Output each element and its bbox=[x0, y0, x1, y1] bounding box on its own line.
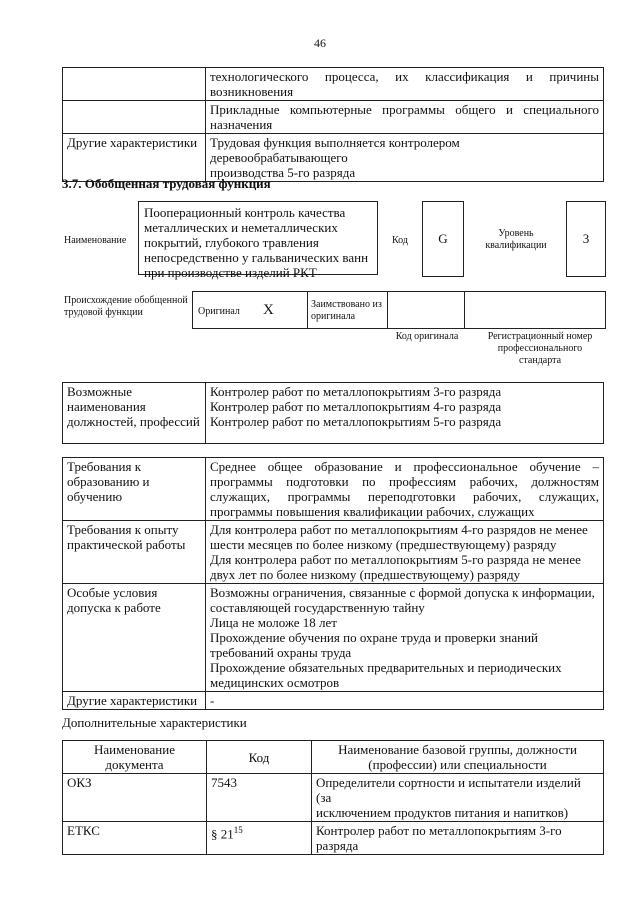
cell-line: Прохождение обучения по охране труда и проверки знаний bbox=[210, 630, 538, 645]
table-cell: Другие характеристики bbox=[63, 134, 206, 182]
experience-values bbox=[206, 521, 604, 584]
borrowed-label: Заимствовано из оригинала bbox=[311, 299, 382, 322]
cell-line: шести месяцев по более низкому (предшествующему) разряду bbox=[210, 537, 557, 552]
positions-table bbox=[62, 382, 604, 444]
additional-title: Дополнительные характеристики bbox=[62, 715, 247, 730]
origin-label: Происхождение обобщенной трудовой функции bbox=[64, 295, 188, 318]
table-row bbox=[63, 692, 604, 710]
other-value: - bbox=[206, 692, 604, 710]
education-values bbox=[206, 458, 604, 521]
cell-line: Трудовая функция выполняется контролером деревообрабатывающего bbox=[210, 135, 460, 165]
table-row bbox=[63, 383, 604, 444]
row-group bbox=[312, 822, 604, 855]
cell-line: Для контролера работ по металлопокрытиям 5-го разряда не менее bbox=[210, 552, 581, 567]
requirements-table bbox=[62, 457, 604, 710]
code-value-box: G bbox=[422, 201, 464, 277]
code-label: Код bbox=[392, 235, 408, 246]
table-cell bbox=[206, 68, 604, 101]
cell-line: производства 5-го разряда bbox=[210, 165, 356, 180]
cell-line: требований охраны труда bbox=[210, 645, 352, 660]
header-document: Наименование документа bbox=[63, 741, 207, 774]
level-value-box: 3 bbox=[566, 201, 606, 277]
table-row bbox=[63, 822, 604, 855]
level-label: Уровень квалификации bbox=[485, 228, 547, 251]
table-header-row bbox=[63, 741, 604, 774]
cell-line: Лица не моложе 18 лет bbox=[210, 615, 337, 630]
table-cell bbox=[63, 101, 206, 134]
code-text: 7543 bbox=[211, 775, 237, 790]
cell-line: Для контролера работ по металлопокрытиям 4-го разрядов не менее bbox=[210, 522, 588, 537]
position-item: Контролер работ по металлопокрытиям 3-го разряда bbox=[210, 384, 502, 399]
row-document: ЕТКС bbox=[63, 822, 207, 855]
cell-line: Среднее общее образование и профессиональное обучение – bbox=[210, 459, 599, 474]
table-cell bbox=[206, 134, 604, 182]
cell-line: Контролер работ по металлопокрытиям 3-го bbox=[316, 823, 562, 838]
cell-line: служащих, программы переподготовки рабочих, служащих, bbox=[210, 489, 599, 504]
cell-line: Прохождение обязательных предварительных и периодических bbox=[210, 660, 562, 675]
reg-number-caption: Регистрационный номер профессионального стандарта bbox=[487, 331, 593, 366]
cell-line: составляющей государственную тайну bbox=[210, 600, 425, 615]
table-row bbox=[63, 68, 604, 101]
row-code bbox=[207, 822, 312, 855]
cell-line: медицинских осмотров bbox=[210, 675, 340, 690]
cell-line: технологического процесса, их классификация и причины bbox=[210, 69, 599, 84]
code-text: § 21 bbox=[211, 826, 234, 842]
row-document: ОКЗ bbox=[63, 774, 207, 822]
cell-line: возникновения bbox=[210, 84, 294, 99]
education-label: Требования к образованию и обучению bbox=[63, 458, 206, 521]
cell-line: Возможны ограничения, связанные с формой допуска к информации, bbox=[210, 585, 595, 600]
table-row bbox=[63, 774, 604, 822]
code-original-caption: Код оригинала bbox=[395, 331, 459, 342]
position-item: Контролер работ по металлопокрытиям 4-го разряда bbox=[210, 399, 502, 414]
cell-line: назначения bbox=[210, 117, 273, 132]
original-cell bbox=[193, 292, 308, 328]
positions-values bbox=[206, 383, 604, 444]
table-row bbox=[63, 458, 604, 521]
table-cell bbox=[63, 68, 206, 101]
cell-line: программы подготовки по профессиям рабочих, должностям bbox=[210, 474, 599, 489]
code-superscript: 15 bbox=[233, 825, 243, 835]
table-row bbox=[63, 521, 604, 584]
code-original-cell bbox=[387, 292, 465, 328]
table-row bbox=[63, 134, 604, 182]
original-mark: X bbox=[263, 302, 274, 318]
other-label: Другие характеристики bbox=[63, 692, 206, 710]
row-code bbox=[207, 774, 312, 822]
positions-label: Возможные наименования должностей, профессий bbox=[63, 383, 206, 444]
header-code: Код bbox=[207, 741, 312, 774]
row-group bbox=[312, 774, 604, 822]
cell-line: программы повышения квалификации рабочих, служащих bbox=[210, 504, 535, 519]
experience-label: Требования к опыту практической работы bbox=[63, 521, 206, 584]
top-table bbox=[62, 67, 604, 182]
origin-table bbox=[192, 291, 606, 329]
section-title: 3.7. Обобщенная трудовая функция bbox=[62, 176, 271, 191]
table-cell bbox=[206, 101, 604, 134]
header-group: Наименование базовой группы, должности (профессии) или специальности bbox=[312, 741, 604, 774]
table-row bbox=[63, 101, 604, 134]
table-row bbox=[63, 584, 604, 692]
cell-line: исключением продуктов питания и напитков) bbox=[316, 805, 569, 820]
additional-table bbox=[62, 740, 604, 855]
position-item: Контролер работ по металлопокрытиям 5-го разряда bbox=[210, 414, 502, 429]
original-label: Оригинал bbox=[198, 306, 240, 317]
function-name-box: Пооперационный контроль качества металлических и неметаллических покрытий, глубокого травления непосредственно у гальванических ванн при производстве изделий РКТ bbox=[138, 201, 378, 275]
cell-line: Прикладные компьютерные программы общего и специального bbox=[210, 102, 599, 117]
name-label: Наименование bbox=[64, 235, 127, 246]
admission-values bbox=[206, 584, 604, 692]
cell-line: Определители сортности и испытатели изделий (за bbox=[316, 775, 581, 805]
cell-line: двух лет по более низкому (предшествующему) разряду bbox=[210, 567, 521, 582]
admission-label: Особые условия допуска к работе bbox=[63, 584, 206, 692]
page-number: 46 bbox=[314, 36, 326, 50]
cell-line: разряда bbox=[316, 838, 359, 853]
